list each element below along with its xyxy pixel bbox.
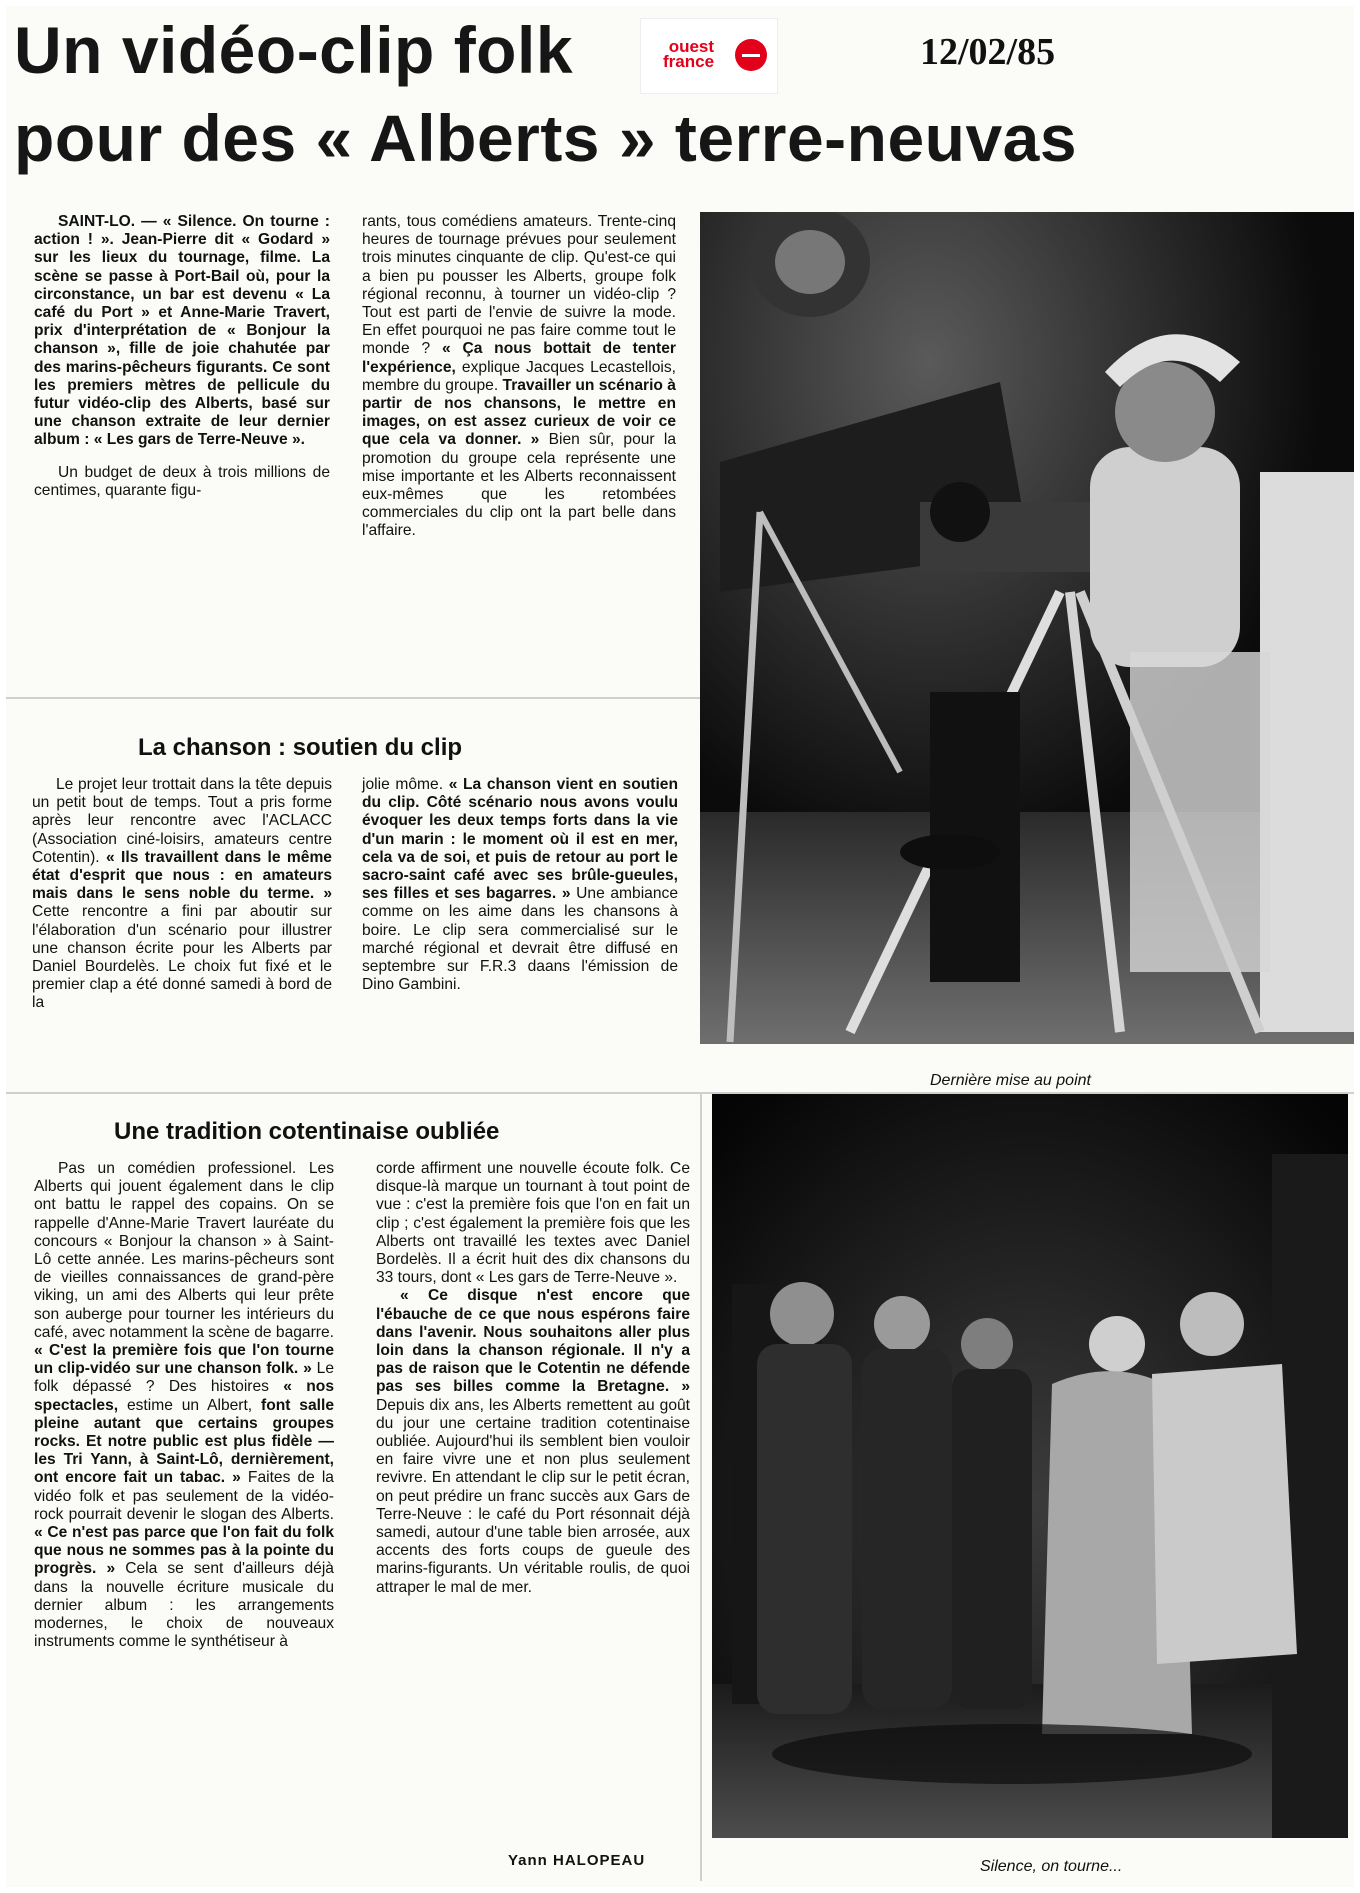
s2c2-b: « La chanson vient en soutien du clip. Côté scénario nous avons voulu évoquer les deux temps forts dans la vie d'un marin : le moment où il est en mer, cela va de soi, et puis de retour au port le sacro-saint café avec ses brûle-gueules, ses filles et ses bagarres. » (362, 776, 678, 903)
photo1-caption: Dernière mise au point (930, 1072, 1091, 1089)
s2c1-c: Cette rencontre a fini par aboutir sur l'élaboration d'un scénario pour illustrer une chanson écrite pour les Alberts par Daniel Bourdelès. Le choix fut fixé et le premier clap a été donné samedi à bord de la (32, 903, 332, 1012)
logo-text-1: ouest (668, 37, 715, 56)
s1c2-d: Travailler un scénario à partir de nos chansons, le mettre en images, on est assez curieux de voir ce que cela va donner. » (362, 376, 676, 449)
s1c2-b: « Ça nous bottait de tenter l'expérience, (362, 340, 676, 376)
s3c1-a: Pas un comédien professionel. Les Alberts qui jouent également dans le clip ont battu le rappel des copains. On se rappelle d'Anne-Marie Travert lauréate du concours « Bonjour la chanson » à Saint-Lô cette année. Les marins-pêcheurs sont de vieilles connaissances de grand-père viking, un ami des Alberts qui leur prête son auberge pour tourner les intérieurs du café, avec notamment la scène de bagarre. (34, 1160, 334, 1341)
s3c1-b: « C'est la première fois que l'on tourne un clip-vidéo sur une chanson folk. » (34, 1342, 334, 1378)
byline-author: Yann HALOPEAU (508, 1852, 646, 1869)
s2c1-a: Le projet leur trottait dans la tête depuis un petit bout de temps. Tout a pris forme après leur rencontre avec l'ACLACC (Association ciné-loisirs, amateurs centre Cotentin). (32, 776, 332, 866)
s2c2-c: Une ambiance comme on les aime dans les chansons à boire. Le clip sera commercialisé sur le marché régional et devrait être diffusé en septembre sur F.R.3 daans l'émission de Dino Gambini. (362, 885, 678, 994)
s3c1-g: Faites de la vidéo folk et pas seulement de la vidéo-rock pourrait devenir le slogan des Alberts. (34, 1469, 334, 1523)
photo2-caption: Silence, on tourne... (980, 1858, 1123, 1875)
section3-column-rule (700, 1094, 702, 1881)
s2c2-a: jolie môme. (362, 776, 444, 793)
photo-group-filming (712, 1094, 1348, 1838)
section3-column-1 (34, 1160, 334, 1651)
photo-cameraman-illustration (700, 212, 1354, 1044)
s3c2-b: « Ce disque n'est encore que l'ébauche de ce que nous espérons faire dans l'avenir. Nous souhaitons aller plus loin dans la chanson régionale. Il n'y a pas de raison que le Cotentin ne défende pas ses billes comme la Bretagne. » (376, 1287, 690, 1396)
s3c2-a: corde affirment une nouvelle écoute folk. Ce disque-là marque un tournant à tout point de vue : c'est la première fois que l'on en fait un clip ; c'est également la première fois que les Alberts ont travaillé les textes avec Daniel Bordelès. Il a écrit huit des dix chansons du 33 tours, dont « Les gars de Terre-Neuve ». (376, 1160, 690, 1287)
photo-cameraman (700, 212, 1354, 1044)
s3c1-c: Le folk dépassé ? Des histoires (34, 1360, 334, 1396)
logo-circle-icon (735, 39, 767, 71)
section2-title: La chanson : soutien du clip (138, 734, 463, 761)
section1-bottom-rule (6, 697, 700, 699)
section2-column-2 (362, 776, 678, 994)
s3c1-h: « Ce n'est pas parce que l'on fait du folk que nous ne sommes pas à la pointe du progrès. » (34, 1524, 334, 1578)
ouest-france-logo (640, 18, 778, 94)
s3c1-d: « nos spectacles, (34, 1378, 334, 1414)
section1-column-1 (34, 213, 330, 500)
s1c2-c: explique Jacques Lecastellois, membre du groupe. (362, 358, 676, 394)
s3c2-c: Depuis dix ans, les Alberts remettent au goût du jour une certaine tradition cotentinaise oubliée. Aujourd'hui ils semblent bien vouloir en faire vivre une et non plus seulement revivre. En attendant le clip sur le petit écran, on peut prédire un franc succès aux Gars de Terre-Neuve : le café du Port résonnait déjà samedi, autour d'une table bien arrosée, aux accents des forts coups de gueule des marins-figurants. Un véritable roulis, de quoi attraper le mal de mer. (376, 1396, 690, 1596)
s2c1-b: « Ils travaillent dans le même état d'esprit que nous : en amateurs mais dans le sens noble du terme. » (32, 848, 332, 903)
s3c1-e: estime un Albert, (126, 1396, 253, 1414)
headline-line-2: pour des « Alberts » terre-neuvas (14, 101, 1078, 175)
s3c1-f: font salle pleine autant que certains groupes rocks. Et notre public est plus fidèle — les Tri Yann, à Saint-Lô, dernièrement, ont encore fait un tabac. » (34, 1396, 334, 1487)
section3-column-2 (376, 1160, 690, 1597)
headline-line-1: Un vidéo-clip folk (14, 13, 574, 87)
logo-text-2: france (663, 52, 715, 71)
publication-date: 12/02/85 (920, 31, 1056, 73)
section2-column-1 (32, 776, 332, 1013)
section1-column-2 (362, 213, 676, 541)
section1-lead-bold: SAINT-LO. — « Silence. On tourne : action ! ». Jean-Pierre dit « Godard » sur les lieux du tournage, filme. La scène se passe à Port-Bail où, pour la circonstance, un bar est devenu « La café du Port » et Anne-Marie Travert, prix d'interprétation de « Bonjour la chanson », fille de joie chahutée par des marins-pêcheurs figurants. Ce sont les premiers mètres de pellicule du futur vidéo-clip des Alberts, basé sur une chanson extraite de leur dernier album : « Les gars de Terre-Neuve ». (34, 213, 330, 449)
photo-group-illustration (712, 1094, 1348, 1838)
section1-para-2: Un budget de deux à trois millions de centimes, quarante figu- (34, 463, 330, 499)
s3c1-i: Cela se sent d'ailleurs déjà dans la nouvelle écriture musicale du dernier album : les arrangements modernes, le choix de nouveaux instruments comme le synthétiseur à (34, 1560, 334, 1651)
s1c2-e: Bien sûr, pour la promotion du groupe cela représente une mise importante et les Alberts reconnaissent eux-mêmes que les retombées commerciales du clip ont la part belle dans l'affaire. (362, 431, 676, 540)
s1c2-a: rants, tous comédiens amateurs. Trente-cinq heures de tournage prévues pour seulement trois minutes cinquante de clip. Qu'est-ce qui a bien pu pousser les Alberts, groupe folk régional reconnu, à tourner un vidéo-clip ? Tout est parti de l'envie de suivre la mode. En effet pourquoi ne pas faire comme tout le monde ? (362, 213, 676, 358)
section3-title: Une tradition cotentinaise oubliée (114, 1118, 500, 1145)
